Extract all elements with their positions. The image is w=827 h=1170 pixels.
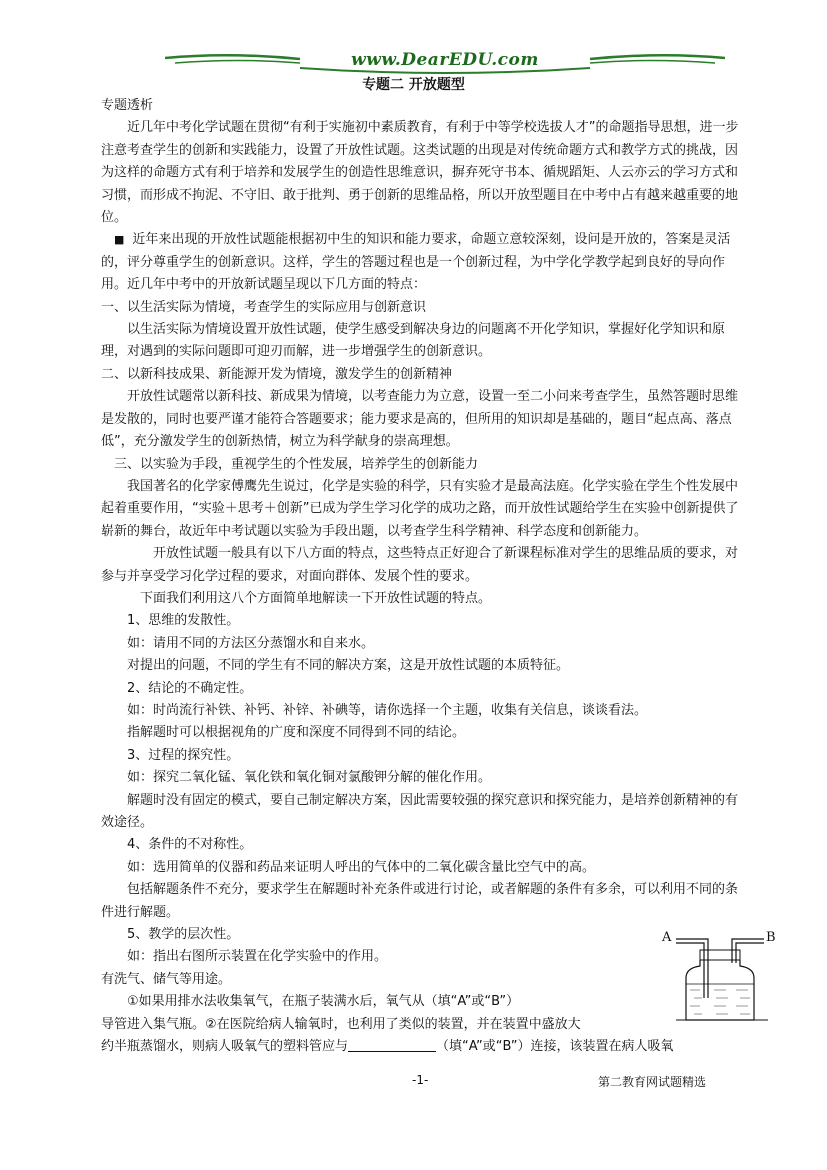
page-number: -1-: [412, 1073, 429, 1087]
feature-heading: 4、条件的不对称性。: [127, 837, 253, 853]
paragraph: 开放性试题常以新科技、新成果为情境，以考查能力为立意，设置一至二小问来考查学生，虽然答题时思维是发散的，同时也要严谨才能符合答题要求；能力要求是高的，但所用的知识却是基础的，题目“起点高、落点低”，充分激发学生的创新热情，树立为科学献身的崇高理想。: [101, 389, 739, 450]
answer-blank: [348, 1037, 436, 1052]
subheading: 一、以生活实际为情境，考查学生的实际应用与创新意识: [101, 299, 427, 315]
paragraph: 下面我们利用这八个方面简单地解读一下开放性试题的特点。: [140, 590, 492, 606]
feature-heading: 3、过程的探究性。: [127, 747, 240, 763]
site-logo-text: www.DearEDU.com: [351, 50, 539, 70]
paragraph: 近几年中考化学试题在贯彻“有利于实施初中素质教育，有利于中等学校选拔人才”的命题指导思想，进一步注意考查学生的创新和实践能力，设置了开放性试题。这类试题的出现是对传统命题方式和教学方式的挑战，因为这样的命题方式有利于培养和发展学生的创造性思维意识，摒弃死守书本、循规蹈矩、人云亦云的学习方式和习惯，而形成不拘泥、不守旧、敢于批判、勇于创新的思维品格，所以开放型题目在中考中占有越来越重要的地位。: [101, 120, 739, 226]
label-a: A: [662, 930, 672, 945]
footer-source: 第二教育网试题精选: [598, 1075, 707, 1089]
paragraph: 开放性试题一般具有以下八方面的特点，这些特点正好迎合了新课程标准对学生的思维品质的要求，对参与并享受学习化学过程的要求，对面向群体、发展个性的要求。: [101, 546, 739, 584]
question-text: 约半瓶蒸馏水，则病人吸氧气的塑料管应与: [101, 1039, 349, 1055]
feature-heading: 5、教学的层次性。: [127, 927, 240, 943]
paragraph-bulleted: [101, 229, 741, 296]
subheading: 二、以新科技成果、新能源开发为情境，激发学生的创新精神: [101, 366, 453, 382]
document-body: [101, 95, 741, 1058]
feature-example: 如：探究二氧化锰、氧化铁和氧化铜对氯酸钾分解的催化作用。: [127, 770, 492, 786]
feature-heading: 1、思维的发散性。: [127, 613, 240, 629]
paragraph: 以生活实际为情境设置开放性试题，使学生感受到解决身边的问题离不开化学知识，掌握好化学知识和原理，对遇到的实际问题即可迎刃而解，进一步增强学生的创新意识。: [101, 322, 726, 360]
square-bullet-icon: ■: [114, 233, 125, 247]
label-b: B: [766, 930, 776, 945]
gas-bottle-icon: [656, 928, 782, 1028]
feature-note: 对提出的问题，不同的学生有不同的解决方案，这是开放性试题的本质特征。: [127, 658, 570, 674]
section-heading: 专题透析: [101, 98, 154, 113]
subheading: 三、以实验为手段，重视学生的个性发展，培养学生的创新能力: [114, 456, 479, 472]
feature-example: 如：请用不同的方法区分蒸馏水和自来水。: [127, 635, 375, 651]
question-text: （填“A”或“B”）连接，该装置在病人吸氧: [436, 1039, 674, 1055]
gas-bottle-diagram: [656, 928, 782, 1028]
feature-example: 如：选用简单的仪器和药品来证明人呼出的气体中的二氧化碳含量比空气中的高。: [127, 859, 596, 875]
feature-note: 解题时没有固定的模式，要自己制定解决方案，因此需要较强的探究意识和探究能力，是培养创新精神的有效途径。: [101, 792, 739, 830]
feature-heading: 2、结论的不确定性。: [127, 680, 253, 696]
paragraph: 我国著名的化学家傅鹰先生说过，化学是实验的科学，只有实验才是最高法庭。化学实验在学生个性发展中起着重要作用，“实验＋思考＋创新”已成为学生学习化学的成功之路，而开放性试题给学生在实验中创新提供了崭新的舞台，故近年中考试题以实验为手段出题，以考查学生科学精神、科学态度和创新能力。: [101, 478, 739, 539]
feature-example: 如：时尚流行补铁、补钙、补锌、补碘等，请你选择一个主题，收集有关信息，谈谈看法。: [127, 702, 648, 718]
question-line: 导管进入集气瓶。②在医院给病人输氧时，也利用了类似的装置，并在装置中盛放大: [101, 1016, 581, 1032]
feature-note: 有洗气、储气等用途。: [101, 971, 232, 987]
feature-note: 指解题时可以根据视角的广度和深度不同得到不同的结论。: [127, 725, 466, 741]
feature-note: 包括解题条件不充分，要求学生在解题时补充条件或进行讨论，或者解题的条件有多余，可以利用不同的条件进行解题。: [101, 882, 739, 920]
question-line: [101, 1036, 741, 1058]
feature-example: 如：指出右图所示装置在化学实验中的作用。: [127, 949, 388, 965]
question-line: ①如果用排水法收集氧气，在瓶子装满水后，氧气从（填“A”或“B”）: [127, 994, 520, 1010]
document-title: 专题二 开放题型: [362, 77, 465, 93]
paragraph-text: 近年来出现的开放性试题能根据初中生的知识和能力要求，命题立意较深刻，设问是开放的，答案是灵活的，评分尊重学生的创新意识。这样，学生的答题过程也是一个创新过程，为中学化学教学起到良好的导向作用。近几年中考中的开放新试题呈现以下几方面的特点：: [101, 232, 731, 293]
